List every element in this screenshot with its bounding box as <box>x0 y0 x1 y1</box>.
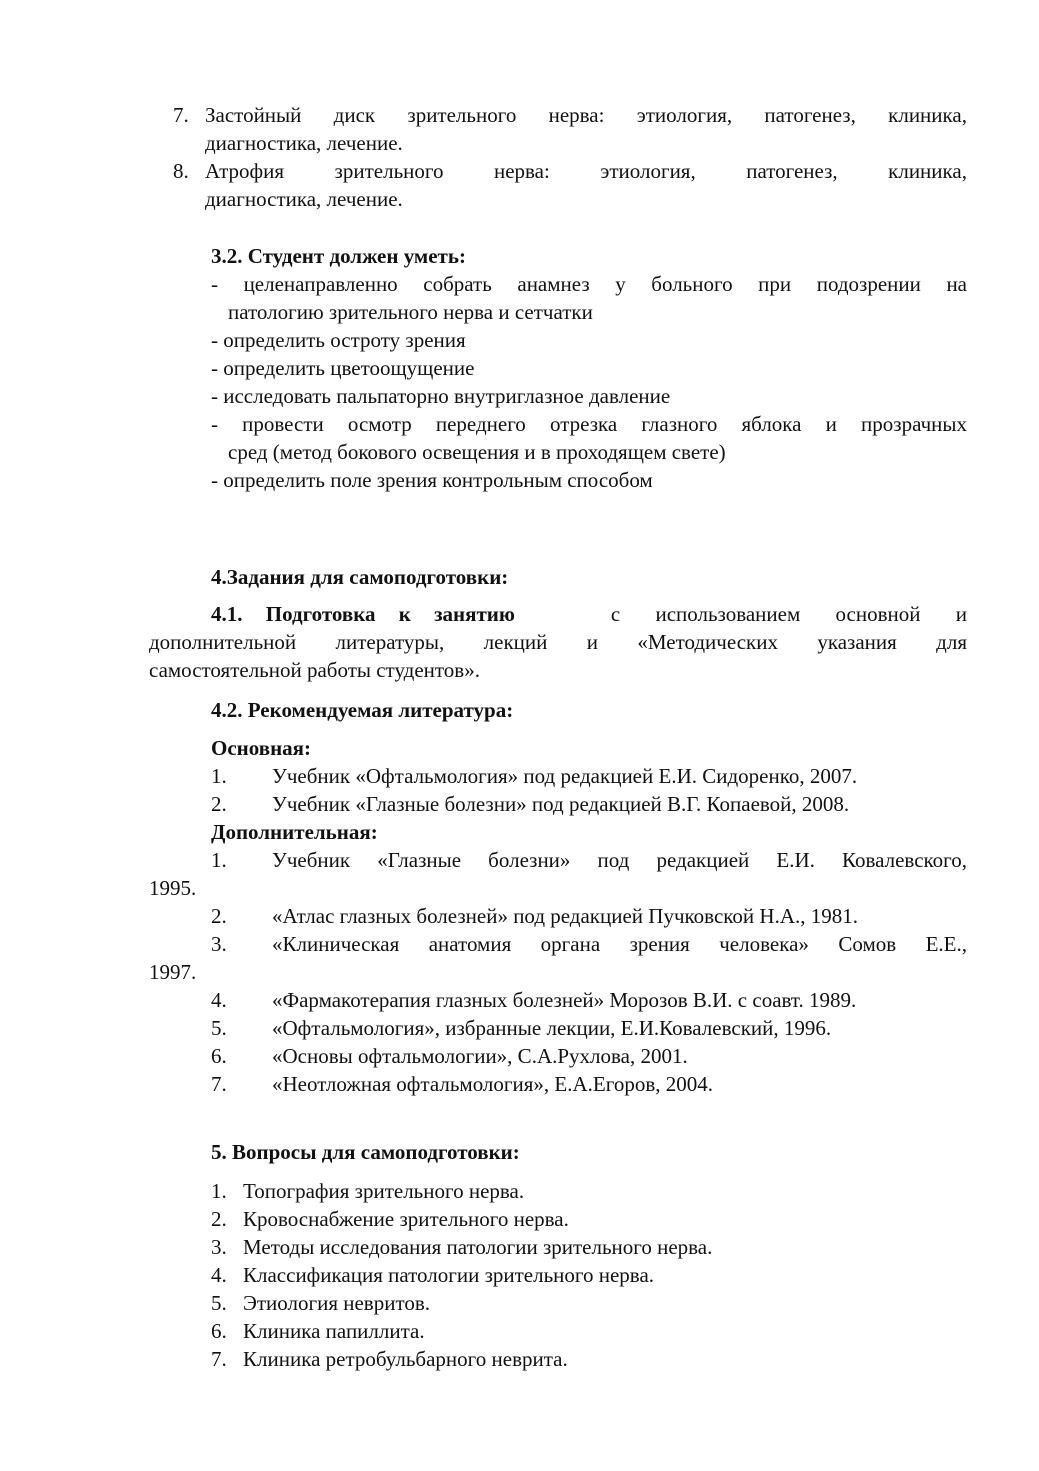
ref-text: «Клиническая анатомия органа зрения человека» Сомов Е.Е., <box>272 932 967 956</box>
ref-text: «Офтальмология», избранные лекции, Е.И.Ковалевский, 1996. <box>272 1016 832 1040</box>
question-text: Клиника папиллита. <box>243 1319 425 1343</box>
question-number: 7. <box>211 1347 227 1371</box>
refs-label-extra: Дополнительная: <box>211 820 378 844</box>
question-text: Топография зрительного нерва. <box>243 1179 525 1203</box>
ref-number: 1. <box>211 764 227 788</box>
question-text: Методы исследования патологии зрительного нерва. <box>243 1235 713 1259</box>
list-item-text: Атрофия зрительного нерва: этиология, патогенез, клиника, <box>205 159 967 183</box>
skill-item: - провести осмотр переднего отрезка глазного яблока и прозрачных <box>211 412 967 436</box>
question-number: 5. <box>211 1291 227 1315</box>
question-text: Кровоснабжение зрительного нерва. <box>243 1207 569 1231</box>
ref-text: Учебник «Офтальмология» под редакцией Е.И. Сидоренко, 2007. <box>272 764 858 788</box>
question-number: 4. <box>211 1263 227 1287</box>
skill-item: - определить поле зрения контрольным способом <box>211 468 653 492</box>
ref-text: Учебник «Глазные болезни» под редакцией Е.И. Ковалевского, <box>272 848 967 872</box>
paragraph-text: самостоятельной работы студентов». <box>149 658 480 682</box>
question-number: 3. <box>211 1235 227 1259</box>
question-text: Клиника ретробульбарного неврита. <box>243 1347 568 1371</box>
ref-text: «Неотложная офтальмология», Е.А.Егоров, 2004. <box>272 1072 713 1096</box>
ref-text: «Фармакотерапия глазных болезней» Морозов В.И. с соавт. 1989. <box>272 988 857 1012</box>
refs-label-main: Основная: <box>211 736 312 760</box>
ref-text: Учебник «Глазные болезни» под редакцией В.Г. Копаевой, 2008. <box>272 792 850 816</box>
paragraph-text: с использованием основной и <box>610 602 967 626</box>
list-number: 7. <box>173 103 189 127</box>
list-item-text: Застойный диск зрительного нерва: этиология, патогенез, клиника, <box>205 103 967 127</box>
ref-text-cont: 1997. <box>149 960 197 984</box>
list-item-text: диагностика, лечение. <box>205 187 403 211</box>
ref-number: 2. <box>211 792 227 816</box>
ref-text: «Атлас глазных болезней» под редакцией Пучковской Н.А., 1981. <box>272 904 858 928</box>
question-number: 2. <box>211 1207 227 1231</box>
ref-number: 5. <box>211 1016 227 1040</box>
section-heading: 5. Вопросы для самоподготовки: <box>211 1140 520 1164</box>
ref-number: 6. <box>211 1044 227 1068</box>
paragraph-4-1-line <box>211 600 967 628</box>
subsection-heading: 4.2. Рекомендуемая литература: <box>211 698 514 722</box>
skill-item: - определить цветоощущение <box>211 356 475 380</box>
section-heading: 4.Задания для самоподготовки: <box>211 565 509 589</box>
paragraph-text: дополнительной литературы, лекций и «Методических указания для <box>149 630 967 654</box>
skill-item: - целенаправленно собрать анамнез у больного при подозрении на <box>211 272 967 296</box>
skill-item: - определить остроту зрения <box>211 328 466 352</box>
question-number: 1. <box>211 1179 227 1203</box>
question-text: Классификация патологии зрительного нерва. <box>243 1263 655 1287</box>
paragraph-lead: 4.1. Подготовка к занятию <box>211 602 515 626</box>
list-item-text: диагностика, лечение. <box>205 131 403 155</box>
question-number: 6. <box>211 1319 227 1343</box>
skill-item: - исследовать пальпаторно внутриглазное давление <box>211 384 671 408</box>
ref-number: 2. <box>211 904 227 928</box>
skill-item-cont: патологию зрительного нерва и сетчатки <box>228 300 593 324</box>
ref-number: 3. <box>211 932 227 956</box>
question-text: Этиология невритов. <box>243 1291 431 1315</box>
ref-number: 7. <box>211 1072 227 1096</box>
list-number: 8. <box>173 159 189 183</box>
ref-text-cont: 1995. <box>149 876 197 900</box>
ref-number: 1. <box>211 848 227 872</box>
skill-item-cont: сред (метод бокового освещения и в проходящем свете) <box>228 440 726 464</box>
ref-text: «Основы офтальмологии», С.А.Рухлова, 2001. <box>272 1044 688 1068</box>
section-heading: 3.2. Студент должен уметь: <box>211 244 466 268</box>
ref-number: 4. <box>211 988 227 1012</box>
